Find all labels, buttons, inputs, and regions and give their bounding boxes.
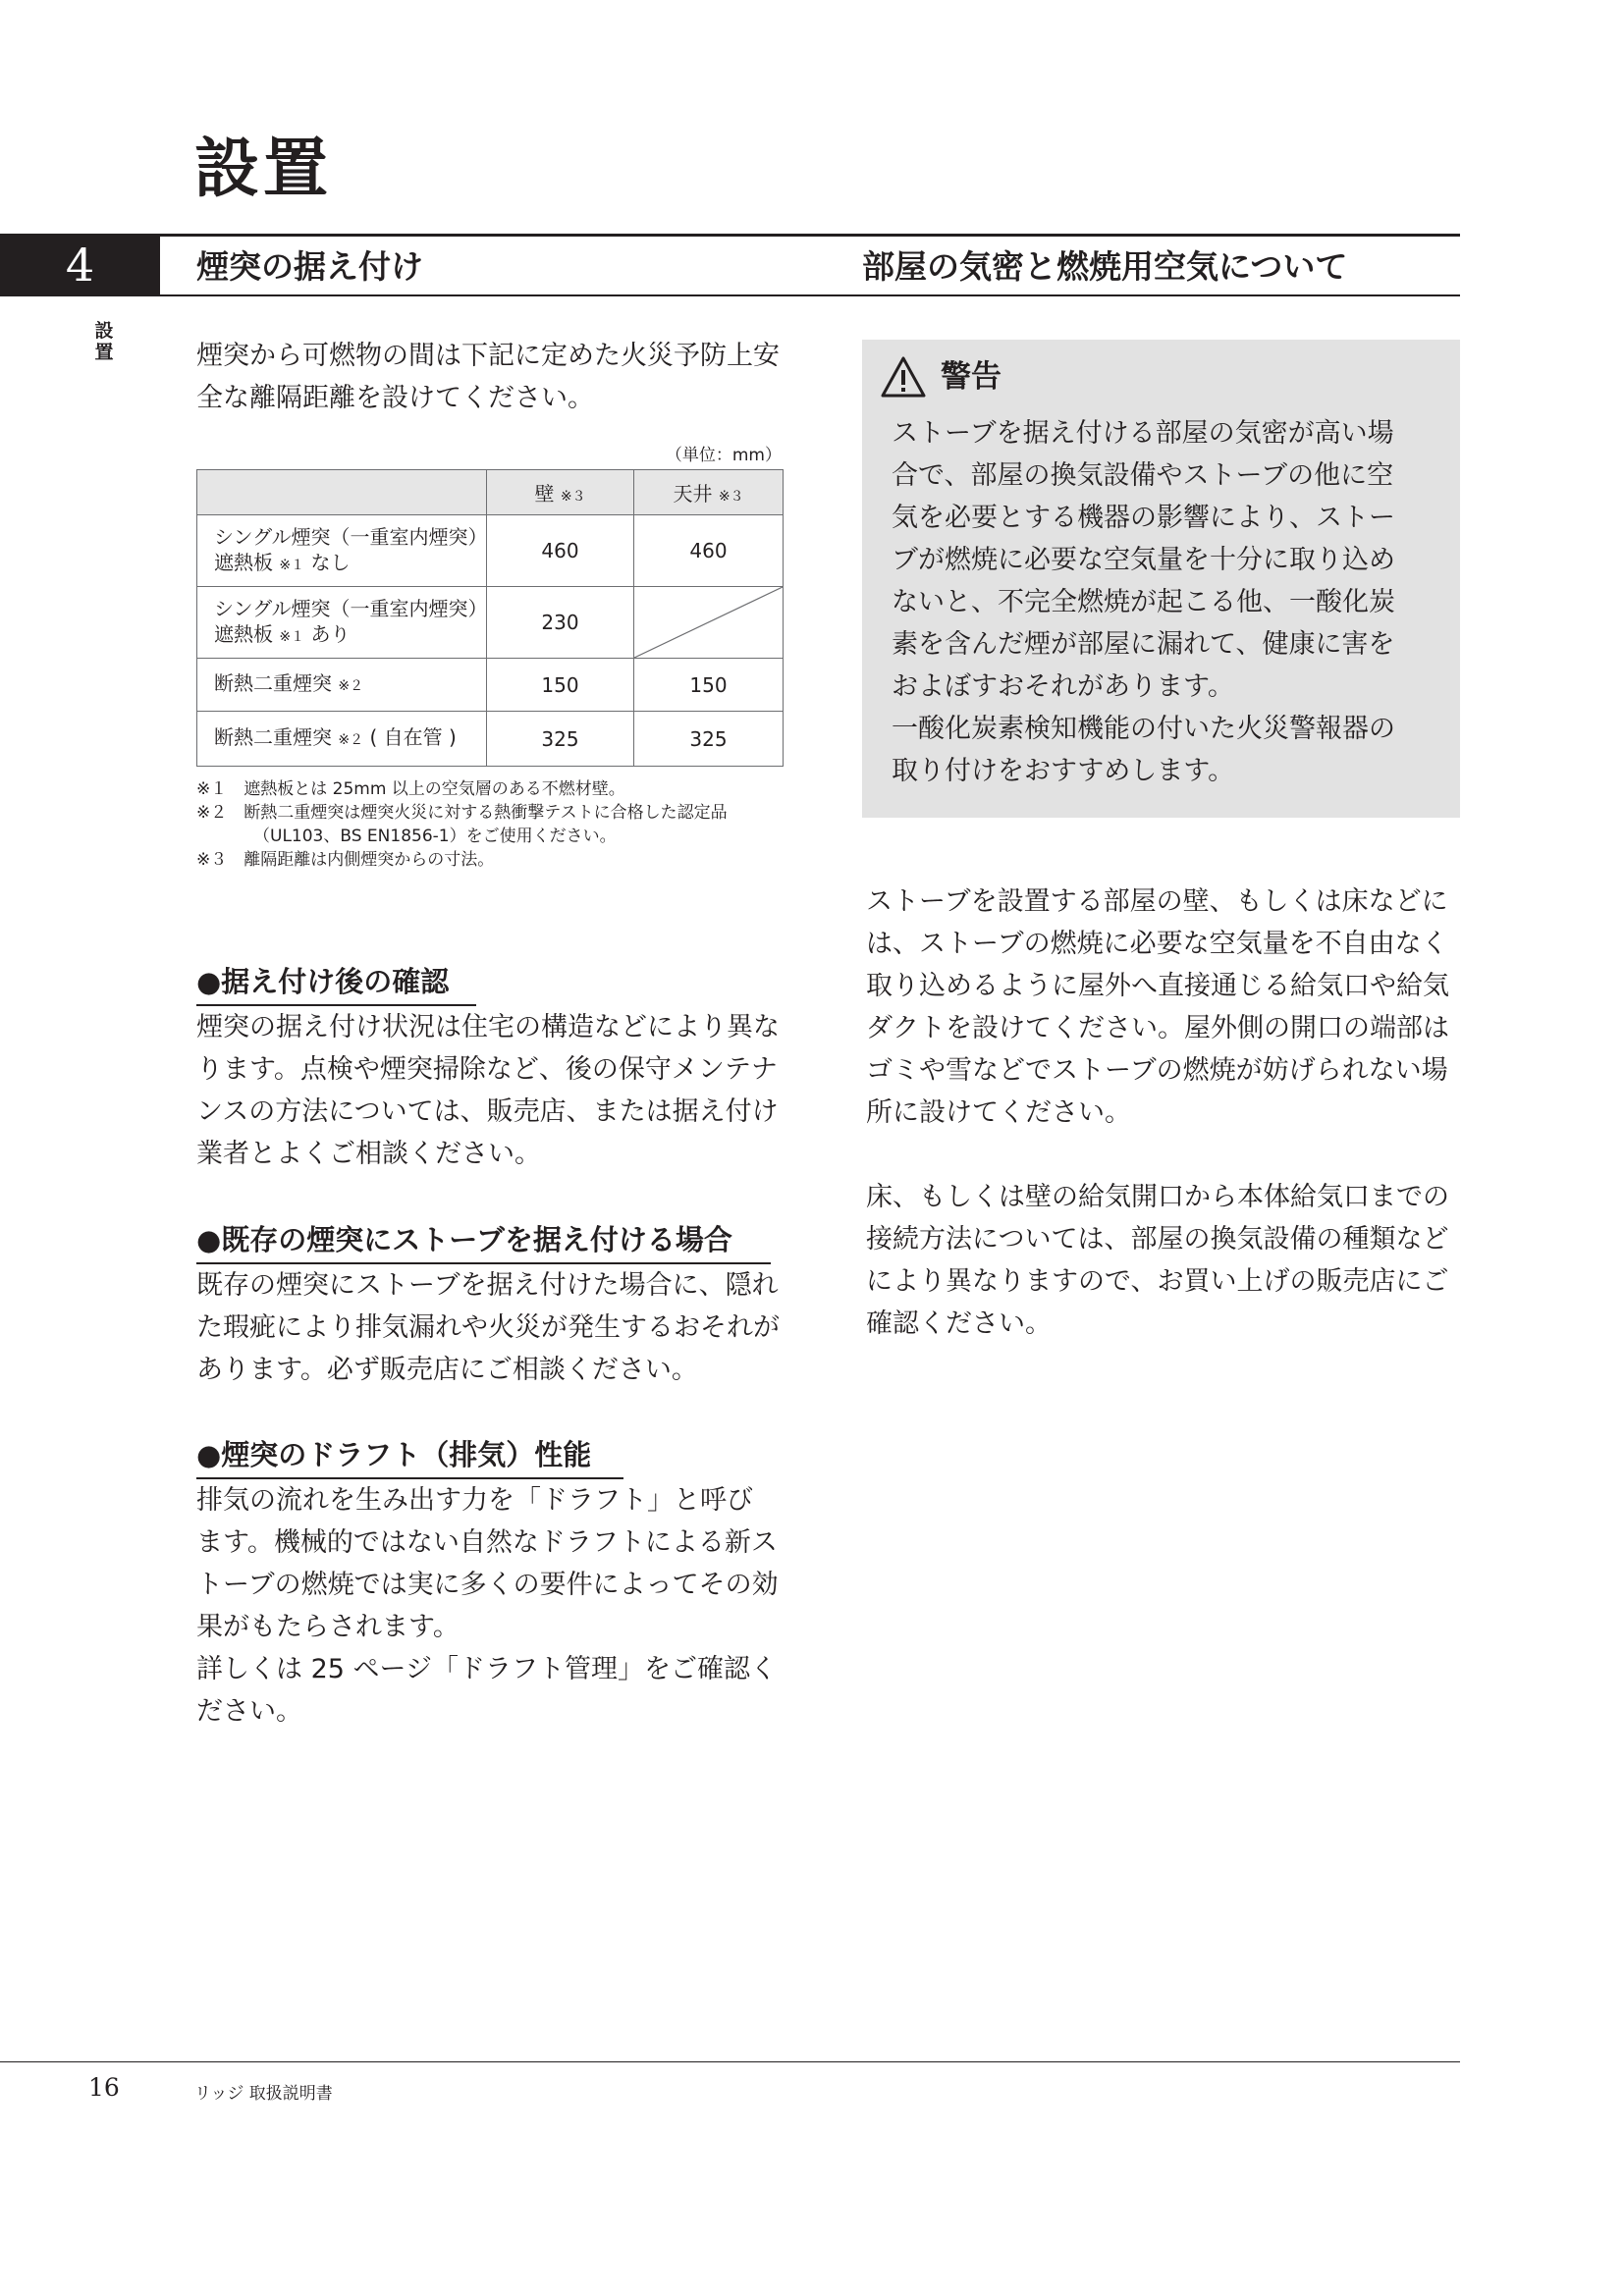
text-line: あります。必ず販売店にご相談ください。	[196, 1355, 698, 1385]
text-line: 煙突から可燃物の間は下記に定めた火災予防上安	[196, 341, 780, 371]
page-title: 設置	[194, 130, 332, 206]
text-line: ます。機械的ではない自然なドラフトによる新ス	[196, 1527, 778, 1558]
table-header-corner	[197, 470, 487, 515]
footnote: ※３ 離隔距離は内側煙突からの寸法。	[196, 850, 495, 870]
table-header-row	[197, 470, 784, 515]
side-tab-char: 設	[94, 320, 114, 342]
text-line: 素を含んだ煙が部屋に漏れて、健康に害を	[892, 629, 1395, 660]
text-line: 全な離隔距離を設けてください。	[196, 383, 594, 413]
table-cell-wall: 230	[487, 587, 634, 659]
warning-triangle-icon	[880, 355, 927, 399]
table-cell-ceiling: 460	[634, 515, 784, 587]
text-line: ゴミや雪などでストーブの燃焼が妨げられない場	[866, 1055, 1448, 1086]
table-cell-wall: 460	[487, 515, 634, 587]
text-line: 確認ください。	[866, 1308, 1052, 1339]
connection-paragraph	[866, 1176, 1465, 1345]
text-line: 取り込めるように屋外へ直接通じる給気口や給気	[866, 971, 1449, 1001]
subsection-title: ●据え付け後の確認	[196, 962, 476, 1006]
text-line: ダクトを設けてください。屋外側の開口の端部は	[866, 1013, 1449, 1043]
table-footnotes	[196, 777, 805, 872]
text-line: た瑕疵により排気漏れや火災が発生するおそれが	[196, 1312, 780, 1343]
clearance-table	[196, 469, 784, 767]
section-installation-check	[196, 962, 805, 1175]
table-cell-wall: 325	[487, 712, 634, 767]
footer-rule	[0, 2061, 1460, 2062]
text-line: トーブの燃焼では実に多くの要件によってその効	[196, 1570, 779, 1600]
text-line: ストーブを据え付ける部屋の気密が高い場	[892, 418, 1394, 449]
table-row-label: 断熱二重煙突 ※２	[197, 659, 487, 712]
table-cell-ceiling-na	[634, 587, 784, 659]
text-line: ります。点検や煙突掃除など、後の保守メンテナ	[196, 1054, 778, 1085]
text-line: 既存の煙突にストーブを据え付けた場合に、隠れ	[196, 1270, 779, 1301]
table-row-label: シングル煙突（一重室内煙突） 遮熱板 ※１ なし	[197, 515, 487, 587]
intro-paragraph	[196, 335, 805, 419]
table-row	[197, 515, 784, 587]
section-draft-performance	[196, 1435, 805, 1733]
text-line: 果がもたらされます。	[196, 1612, 460, 1642]
table-cell-ceiling: 150	[634, 659, 784, 712]
text-line: 煙突の据え付け状況は住宅の構造などにより異な	[196, 1012, 780, 1042]
footnote: ※１ 遮熱板とは 25mm 以上の空気層のある不燃材壁。	[196, 779, 625, 799]
air-supply-paragraph	[866, 881, 1465, 1134]
table-header-wall: 壁 ※３	[487, 470, 634, 515]
table-row-label: 断熱二重煙突 ※２ ( 自在管 )	[197, 712, 487, 767]
text-line: ださい。	[196, 1696, 302, 1727]
text-line: 接続方法については、部屋の換気設備の種類など	[866, 1224, 1449, 1255]
section-heading-chimney: 煙突の据え付け	[196, 247, 423, 286]
text-line: ンスの方法については、販売店、または据え付け	[196, 1096, 779, 1127]
heading-rule	[0, 294, 1460, 296]
text-line: 床、もしくは壁の給気開口から本体給気口までの	[866, 1182, 1449, 1212]
text-line: 詳しくは 25 ページ「ドラフト管理」をご確認く	[196, 1654, 777, 1684]
subsection-title: ●煙突のドラフト（排気）性能	[196, 1435, 623, 1479]
table-row	[197, 659, 784, 712]
top-rule	[0, 234, 1460, 237]
diagonal-slash	[634, 587, 783, 658]
text-line: ブが燃焼に必要な空気量を十分に取り込め	[892, 545, 1395, 575]
table-row	[197, 712, 784, 767]
footnote: ※２ 断熱二重煙突は煙突火災に対する熱衝撃テストに合格した認定品（UL103、BS EN1856-1）をご使用ください。	[196, 803, 728, 846]
text-line: 所に設けてください。	[866, 1097, 1131, 1128]
table-row-label: シングル煙突（一重室内煙突） 遮熱板 ※１ あり	[197, 587, 487, 659]
page-number: 16	[88, 2073, 120, 2102]
table-cell-wall: 150	[487, 659, 634, 712]
text-line: により異なりますので、お買い上げの販売店にご	[866, 1266, 1449, 1297]
text-line: 業者とよくご相談ください。	[196, 1139, 541, 1169]
text-line: 排気の流れを生み出す力を「ドラフト」と呼び	[196, 1485, 753, 1516]
text-line: 一酸化炭素検知機能の付いた火災警報器の	[892, 714, 1395, 744]
text-line: ないと、不完全燃焼が起こる他、一酸化炭	[892, 587, 1395, 617]
subsection-title: ●既存の煙突にストーブを据え付ける場合	[196, 1220, 771, 1264]
footer-title: リッジ 取扱説明書	[194, 2084, 333, 2104]
text-line: 取り付けをおすすめします。	[892, 756, 1235, 786]
warning-title: 警告	[941, 359, 1001, 395]
text-line: 合で、部屋の換気設備やストーブの他に空	[892, 460, 1394, 491]
text-line: は、ストーブの燃焼に必要な空気量を不自由なく	[866, 929, 1448, 959]
warning-text	[892, 412, 1441, 792]
table-header-ceiling: 天井 ※３	[634, 470, 784, 515]
text-line: およぼすおそれがあります。	[892, 671, 1234, 702]
section-number-badge: 4	[0, 237, 160, 294]
side-tab	[90, 320, 118, 363]
section-existing-chimney	[196, 1220, 805, 1391]
table-cell-ceiling: 325	[634, 712, 784, 767]
table-row	[197, 587, 784, 659]
text-line: ストーブを設置する部屋の壁、もしくは床などに	[866, 886, 1448, 917]
section-heading-air: 部屋の気密と燃焼用空気について	[862, 247, 1348, 286]
text-line: 気を必要とする機器の影響により、ストー	[892, 503, 1395, 533]
side-tab-char: 置	[94, 342, 114, 363]
table-unit: （単位：mm）	[665, 446, 782, 465]
